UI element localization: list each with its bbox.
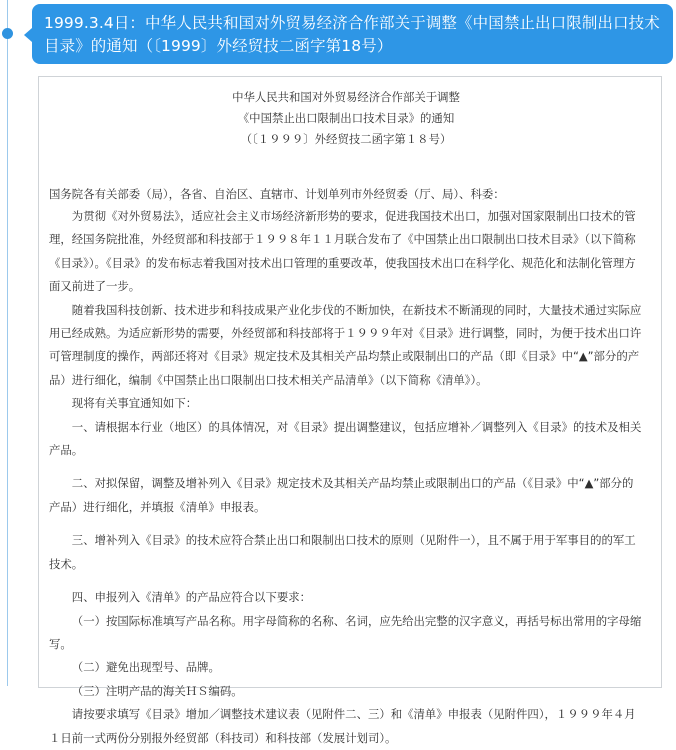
paragraph: 请按要求填写《目录》增加／调整技术建议表（见附件二、三）和《清单》申报表（见附件四），１９９９年４月１日前一式两份分别报外经贸部（科技司）和科技部（发展计划司）。: [49, 707, 636, 745]
article-title: 1999.3.4日：中华人民共和国对外贸易经济合作部关于调整《中国禁止出口限制出口技术目录》的通知（〔1999〕外经贸技二函字第18号）: [32, 4, 673, 64]
paragraph: 现将有关事宜通知如下：: [71, 396, 198, 411]
timeline-dot: [2, 28, 13, 39]
timeline-line: [7, 0, 8, 686]
paragraph: 一、请根据本行业（地区）的具体情况，对《目录》提出调整建议，包括应增补／调整列入《目录》的技术及相关产品。: [49, 419, 642, 458]
paragraph: （三）注明产品的海关ＨＳ编码。: [71, 683, 243, 698]
document-header: [49, 77, 643, 150]
paragraph: 三、增补列入《目录》的技术应符合禁止出口和限制出口技术的原则（见附件一），且不属于用于军事目的的军工技术。: [49, 533, 636, 571]
paragraph: 二、对拟保留，调整及增补列入《目录》规定技术及其相关产品均禁止或限制出口的产品（《目录》中“▲”部分的产品）进行细化，并填报《清单》申报表。: [49, 476, 634, 514]
paragraph: （一）按国际标准填写产品名称。用字母简称的名称、名词，应先给出完整的汉字意义，再括号标出常用的字母缩写。: [49, 613, 642, 651]
paragraph: 为贯彻《对外贸易法》，适应社会主义市场经济新形势的要求，促进我国技术出口，加强对国家限制出口技术的管理，经国务院批准，外经贸部和科技部于１９９８年１１月联合发布了《中国禁止出口限制出口技术目录》（以下简称《目录》）。《目录》的发布标志着我国对技术出口管理的重要改革，使我国技术出口在科学化、规范化和法制化管理方面又前进了一步。: [49, 209, 636, 294]
salutation: 国务院各有关部委（局），各省、自治区、直辖市、计划单列市外经贸委（厅、局）、科委：: [49, 187, 505, 201]
paragraph: （二）避免出现型号、品牌。: [71, 660, 220, 675]
document-body: [38, 76, 662, 745]
header-line: 《中国禁止出口限制出口技术目录》的通知: [237, 111, 455, 125]
paragraph: 四、申报列入《清单》的产品应符合以下要求：: [71, 590, 312, 605]
header-line: （〔１９９９〕外经贸技二函字第１８号）: [240, 132, 452, 146]
header-line: 中华人民共和国对外贸易经济合作部关于调整: [232, 90, 460, 104]
paragraph: 随着我国科技创新、技术进步和科技成果产业化步伐的不断加快，在新技术不断涌现的同时，大量技术通过实际应用已经成熟。为适应新形势的需要，外经贸部和科技部将于１９９９年对《目录》进行调整，同时，为便于技术出口许可管理制度的操作，两部还将对《目录》规定技术及其相关产品均禁止或限制出口的产品（即《目录》中“▲”部分的产品）进行细化，编制《中国禁止出口限制出口技术相关产品清单》（以下简称《清单》）。: [49, 302, 642, 387]
